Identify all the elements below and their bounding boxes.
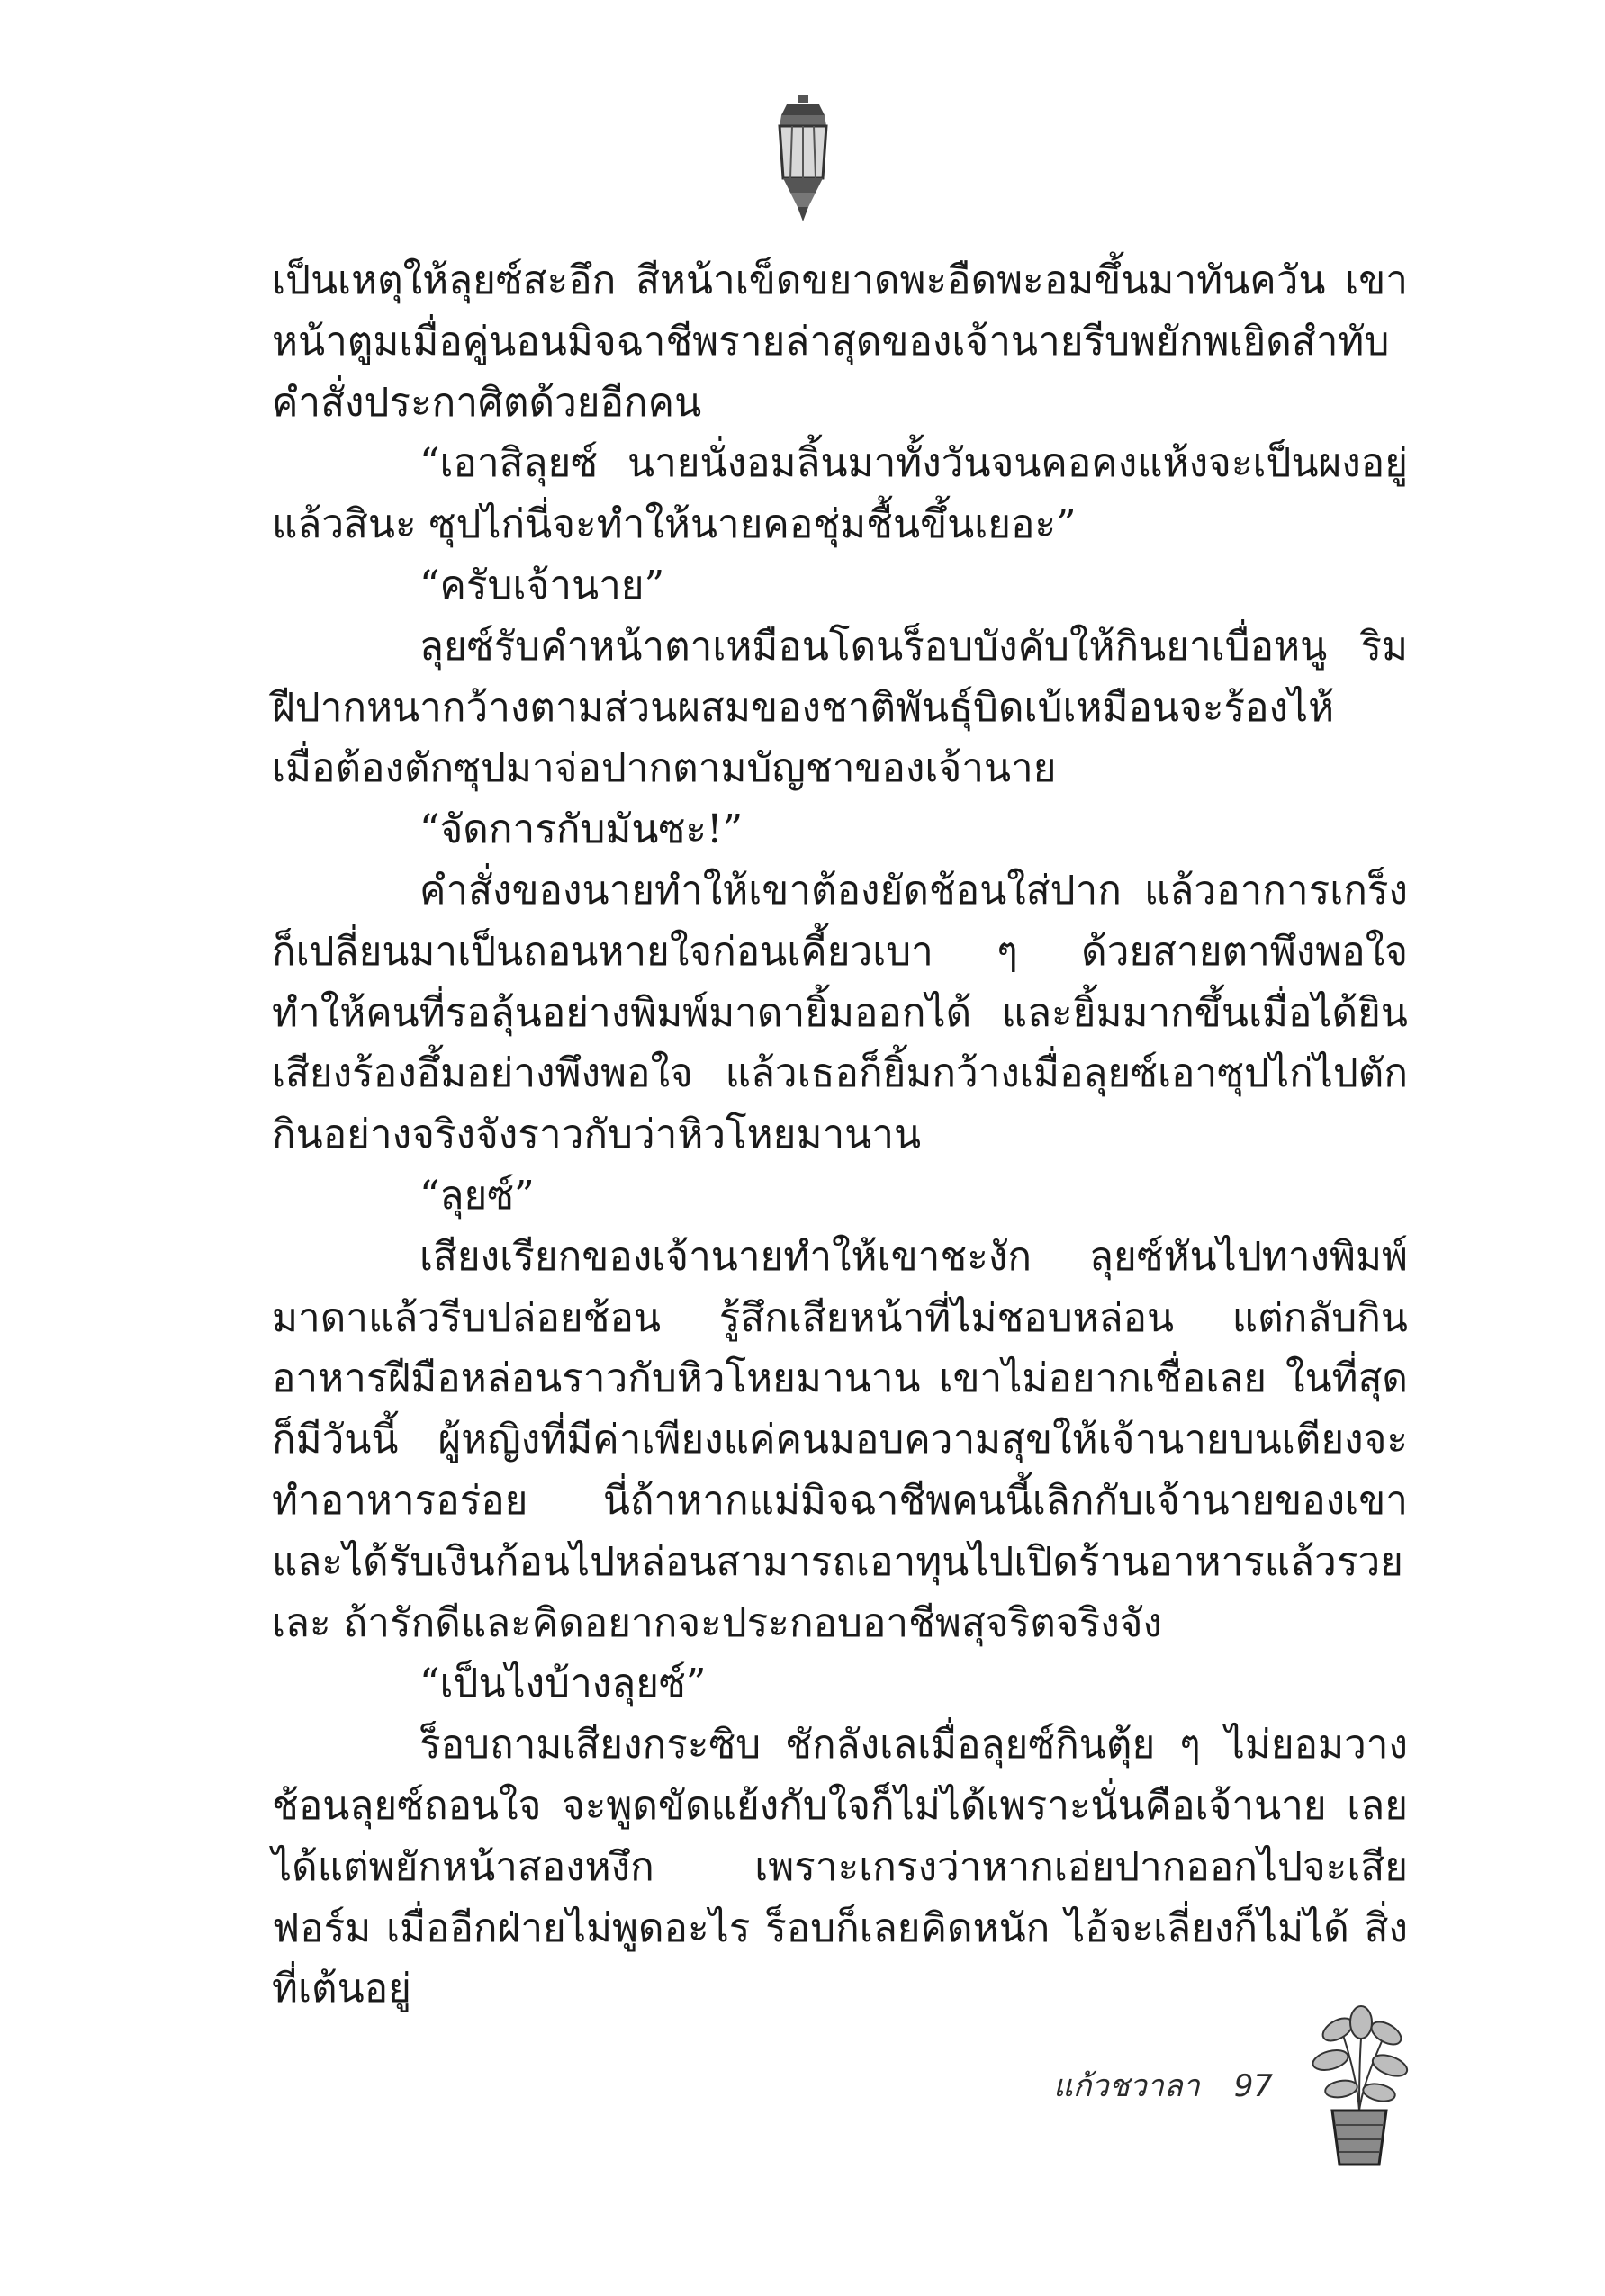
paragraph: เสียงเรียกของเจ้านายทำให้เขาชะงัก ลุยซ์หันไปทางพิมพ์มาดาแล้วรีบปล่อยช้อน รู้สึกเสียหน้าที่ไม่ชอบหล่อน แต่กลับกินอาหารฝีมือหล่อนราวกับหิวโหยมานาน เขาไม่อยากเชื่อเลย ในที่สุดก็มีวันนี้ ผู้หญิงที่มีค่าเพียงแค่คนมอบความสุขให้เจ้านายบนเตียงจะทำอาหารอร่อย นี่ถ้าหากแม่มิจฉาชีพคนนี้เลิกกับเจ้านายของเขาและได้รับเงินก้อนไปหล่อนสามารถเอาทุนไปเปิดร้านอาหารแล้วรวยเละ ถ้ารักดีและคิดอยากจะประกอบอาชีพสุจริตจริงจัง bbox=[272, 1233, 1408, 1646]
paragraph: “เอาสิลุยซ์ นายนั่งอมลิ้นมาทั้งวันจนคอคงแห้งจะเป็นผงอยู่แล้วสินะ ซุปไก่นี่จะทำให้นายคอชุ่มชื้นขึ้นเยอะ” bbox=[272, 440, 1408, 548]
page-number: 97 bbox=[1233, 2068, 1274, 2104]
potted-plant-icon bbox=[1305, 2003, 1413, 2174]
paragraph: คำสั่งของนายทำให้เขาต้องยัดช้อนใส่ปาก แล้วอาการเกร็งก็เปลี่ยนมาเป็นถอนหายใจก่อนเคี้ยวเบา ๆ ด้วยสายตาพึงพอใจ ทำให้คนที่รอลุ้นอย่างพิมพ์มาดายิ้มออกได้ และยิ้มมากขึ้นเมื่อได้ยินเสียงร้องอึ้มอย่างพึงพอใจ แล้วเธอก็ยิ้มกว้างเมื่อลุยซ์เอาซุปไก่ไปตักกินอย่างจริงจังราวกับว่าหิวโหยมานาน bbox=[272, 867, 1408, 1158]
paragraph: ลุยซ์รับคำหน้าตาเหมือนโดนร็อบบังคับให้กินยาเบื่อหนู ริมฝีปากหนากว้างตามส่วนผสมของชาติพันธุ์บิดเบ้เหมือนจะร้องไห้ เมื่อต้องตักซุปมาจ่อปากตามบัญชาของเจ้านาย bbox=[272, 623, 1408, 792]
paragraph: ร็อบถามเสียงกระซิบ ชักลังเลเมื่อลุยซ์กินตุ้ย ๆ ไม่ยอมวางช้อนลุยซ์ถอนใจ จะพูดขัดแย้งกับใจก็ไม่ได้เพราะนั่นคือเจ้านาย เลยได้แต่พยักหน้าสองหงึก เพราะเกรงว่าหากเอ่ยปากออกไปจะเสียฟอร์ม เมื่ออีกฝ่ายไม่พูดอะไร ร็อบก็เลยคิดหนัก ไอ้จะเลี่ยงก็ไม่ได้ สิ่งที่เต้นอยู่ bbox=[272, 1722, 1408, 2012]
book-title: แก้วชวาลา bbox=[1053, 2068, 1200, 2104]
body-text bbox=[272, 250, 1408, 2020]
paragraph: “ครับเจ้านาย” bbox=[419, 562, 665, 608]
paragraph: “เป็นไงบ้างลุยซ์” bbox=[419, 1661, 707, 1707]
paragraph: “ลุยซ์” bbox=[419, 1172, 535, 1219]
paragraph: “จัดการกับมันซะ!” bbox=[419, 806, 744, 853]
page-footer bbox=[1053, 2061, 1273, 2110]
lantern-icon bbox=[774, 95, 832, 221]
paragraph: เป็นเหตุให้ลุยซ์สะอึก สีหน้าเข็ดขยาดพะอืดพะอมขึ้นมาทันควัน เขาหน้าตูมเมื่อคู่นอนมิจฉาชีพรายล่าสุดของเจ้านายรีบพยักพเยิดสำทับคำสั่งประกาศิตด้วยอีกคน bbox=[272, 257, 1408, 426]
